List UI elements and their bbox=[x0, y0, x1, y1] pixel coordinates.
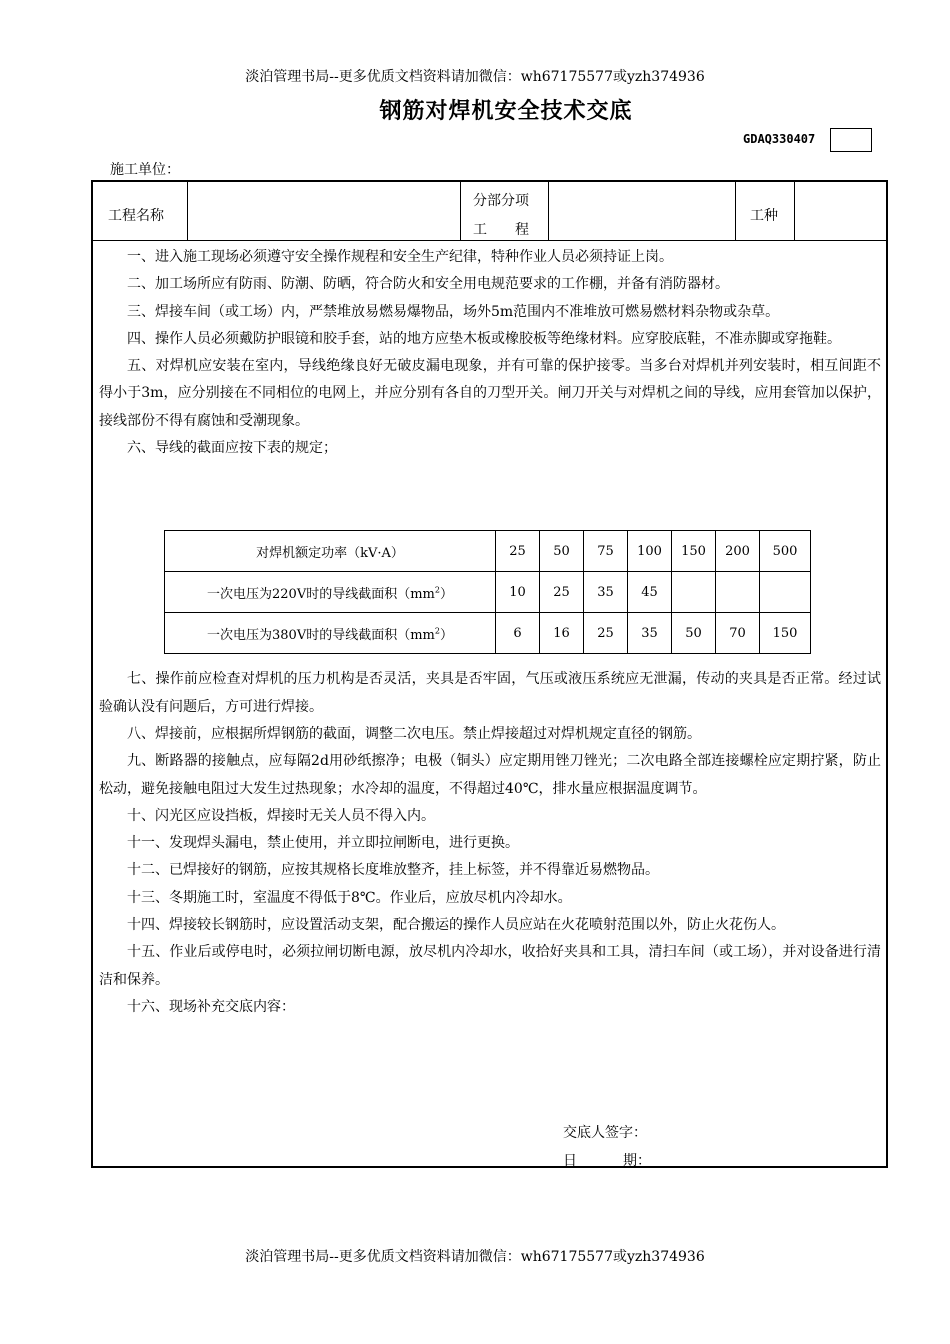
clause-13: 十三、冬期施工时，室温度不得低于8℃。作业后，应放尽机内冷却水。 bbox=[127, 889, 572, 906]
table-cell: 6 bbox=[496, 613, 540, 654]
table-cell: 45 bbox=[628, 572, 672, 613]
table-row bbox=[165, 613, 811, 654]
sub-project-label-2: 工 程 bbox=[473, 222, 529, 238]
clause-10: 十、闪光区应设挡板，焊接时无关人员不得入内。 bbox=[127, 807, 435, 824]
header-note: 淡泊管理书局--更多优质文档资料请加微信：wh67175577或yzh374936 bbox=[245, 69, 705, 85]
date-label: 日 期： bbox=[563, 1153, 651, 1169]
footer-note: 淡泊管理书局--更多优质文档资料请加微信：wh67175577或yzh374936 bbox=[245, 1249, 705, 1265]
table-cell: 16 bbox=[540, 613, 584, 654]
project-name-label: 工程名称 bbox=[108, 208, 164, 224]
table-cell: 75 bbox=[584, 531, 628, 572]
page-title: 钢筋对焊机安全技术交底 bbox=[379, 99, 633, 124]
table-cell: 25 bbox=[496, 531, 540, 572]
table-cell: 200 bbox=[716, 531, 760, 572]
table-row bbox=[165, 531, 811, 572]
header-row-divider bbox=[91, 240, 888, 241]
table-cell: 150 bbox=[760, 613, 811, 654]
clause-14: 十四、焊接较长钢筋时，应设置活动支架，配合搬运的操作人员应站在火花喷射范围以外，防止火花伤人。 bbox=[127, 917, 785, 934]
clause-11: 十一、发现焊头漏电，禁止使用，并立即拉闸断电，进行更换。 bbox=[127, 835, 519, 852]
clause-16: 十六、现场补充交底内容： bbox=[127, 998, 295, 1015]
clause-9: 九、断路器的接触点，应每隔2d用砂纸擦净；电极（铜头）应定期用锉刀锉光；二次电路全部连接螺栓应定期拧紧，防止松动，避免接触电阻过大发生过热现象；水冷却的温度，不得超过40℃，排水量应根据温度调节。 bbox=[99, 753, 881, 797]
wire-section-table bbox=[164, 530, 811, 654]
table-cell bbox=[716, 572, 760, 613]
grid-line bbox=[794, 181, 795, 240]
grid-line bbox=[735, 181, 736, 240]
clause-2: 二、加工场所应有防雨、防潮、防晒，符合防火和安全用电规范要求的工作棚，并备有消防器材。 bbox=[127, 276, 729, 293]
grid-line bbox=[548, 181, 549, 240]
table-cell: 35 bbox=[584, 572, 628, 613]
table-cell: 50 bbox=[672, 613, 716, 654]
table-cell: 35 bbox=[628, 613, 672, 654]
clause-4: 四、操作人员必须戴防护眼镜和胶手套，站的地方应垫木板或橡胶板等绝缘材料。应穿胶底鞋，不准赤脚或穿拖鞋。 bbox=[127, 330, 841, 347]
row-label-power: 对焊机额定功率（kV·A） bbox=[165, 531, 496, 572]
table-row bbox=[165, 572, 811, 613]
table-cell: 10 bbox=[496, 572, 540, 613]
clause-8: 八、焊接前，应根据所焊钢筋的截面，调整二次电压。禁止焊接超过对焊机规定直径的钢筋。 bbox=[127, 725, 701, 742]
table-cell: 25 bbox=[540, 572, 584, 613]
signer-signature-label: 交底人签字： bbox=[563, 1125, 647, 1141]
clause-1: 一、进入施工现场必须遵守安全操作规程和安全生产纪律，特种作业人员必须持证上岗。 bbox=[127, 249, 673, 265]
construction-unit-label: 施工单位： bbox=[110, 162, 180, 178]
trade-label: 工种 bbox=[750, 208, 778, 224]
clause-15: 十五、作业后或停电时，必须拉闸切断电源，放尽机内冷却水，收拾好夹具和工具，清扫车间（或工场），并对设备进行清洁和保养。 bbox=[99, 944, 881, 988]
table-cell bbox=[672, 572, 716, 613]
clause-6: 六、导线的截面应按下表的规定； bbox=[127, 440, 337, 457]
doc-code: GDAQ330407 bbox=[743, 132, 816, 146]
row-label-380v: 一次电压为380V时的导线截面积$(mm^2)$ bbox=[165, 613, 496, 654]
project-name-value[interactable] bbox=[190, 185, 458, 237]
table-cell: 50 bbox=[540, 531, 584, 572]
trade-value[interactable] bbox=[797, 185, 885, 237]
sub-project-value[interactable] bbox=[551, 185, 733, 237]
clause-3: 三、焊接车间（或工场）内，严禁堆放易燃易爆物品，场外5m范围内不准堆放可燃易燃材料杂物或杂草。 bbox=[127, 303, 780, 320]
grid-line bbox=[187, 181, 188, 240]
table-cell: 150 bbox=[672, 531, 716, 572]
row-label-220v: 一次电压为220V时的导线截面积$(mm^2)$ bbox=[165, 572, 496, 613]
table-cell: 500 bbox=[760, 531, 811, 572]
sub-project-label-1: 分部分项 bbox=[473, 193, 529, 209]
clause-7: 七、操作前应检查对焊机的压力机构是否灵活，夹具是否牢固，气压或液压系统应无泄漏，传动的夹具是否正常。经过试验确认没有问题后，方可进行焊接。 bbox=[99, 671, 881, 715]
clause-12: 十二、已焊接好的钢筋，应按其规格长度堆放整齐，挂上标签，并不得靠近易燃物品。 bbox=[127, 862, 659, 879]
grid-line bbox=[460, 181, 461, 240]
table-cell: 25 bbox=[584, 613, 628, 654]
table-cell: 100 bbox=[628, 531, 672, 572]
table-cell: 70 bbox=[716, 613, 760, 654]
doc-code-box[interactable] bbox=[830, 128, 872, 152]
clause-5: 五、对焊机应安装在室内，导线绝缘良好无破皮漏电现象，并有可靠的保护接零。当多台对焊机并列安装时，相互间距不得小于3m，应分别接在不同相位的电网上，并应分别有各自的刀型开关。闸刀开关与对焊机之间的导线，应用套管加以保护，接线部份不得有腐蚀和受潮现象。 bbox=[99, 358, 881, 429]
table-cell bbox=[760, 572, 811, 613]
